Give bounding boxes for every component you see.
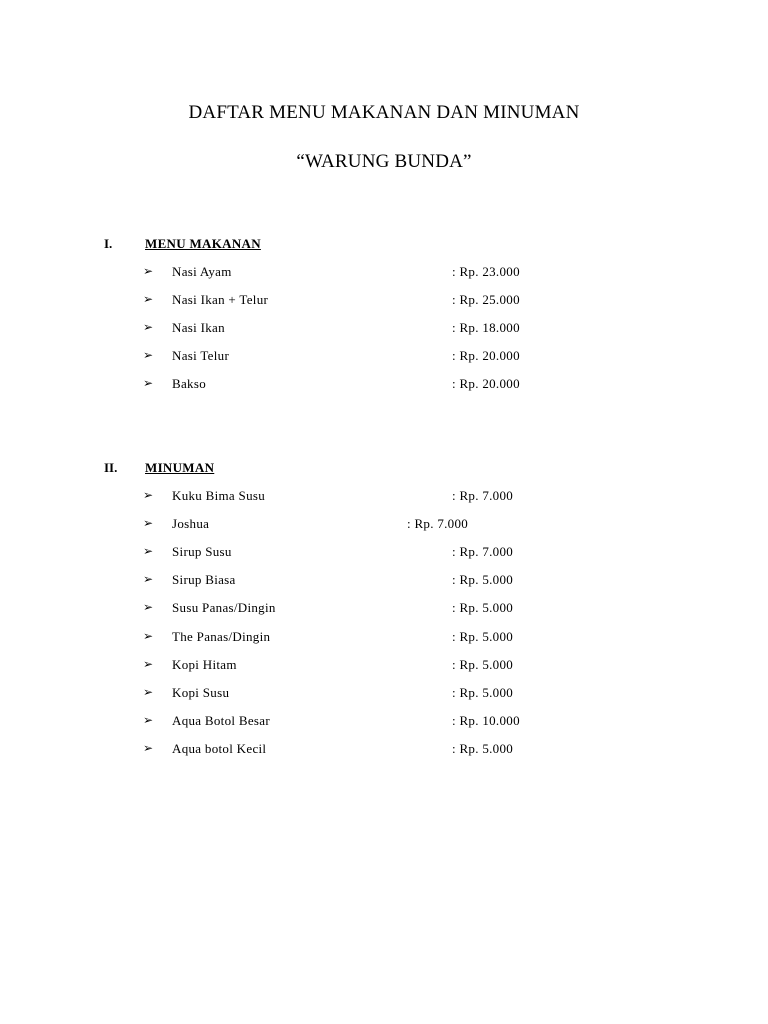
item-name: Nasi Ikan — [172, 320, 225, 335]
item-name: Joshua — [172, 516, 210, 531]
arrow-bullet-icon: ➢ — [143, 348, 154, 362]
item-name: Kuku Bima Susu — [172, 488, 266, 503]
arrow-bullet-icon: ➢ — [143, 685, 154, 699]
arrow-bullet-icon: ➢ — [143, 629, 154, 643]
item-price: : Rp. 7.000 — [452, 488, 514, 503]
arrow-bullet-icon: ➢ — [143, 488, 154, 502]
item-name: Susu Panas/Dingin — [172, 600, 276, 615]
list-item — [0, 263, 768, 281]
arrow-bullet-icon: ➢ — [143, 320, 154, 334]
item-price: : Rp. 5.000 — [452, 685, 514, 700]
item-name: Sirup Biasa — [172, 572, 236, 587]
arrow-bullet-icon: ➢ — [143, 741, 154, 755]
item-name: Bakso — [172, 376, 206, 391]
item-price: : Rp. 18.000 — [452, 320, 520, 335]
list-item — [0, 515, 768, 533]
item-name: Nasi Telur — [172, 348, 230, 363]
arrow-bullet-icon: ➢ — [143, 572, 154, 586]
list-item — [0, 656, 768, 674]
item-price: : Rp. 5.000 — [452, 657, 514, 672]
item-name: Aqua Botol Besar — [172, 713, 270, 728]
arrow-bullet-icon: ➢ — [143, 544, 154, 558]
item-price: : Rp. 10.000 — [452, 713, 520, 728]
list-item — [0, 628, 768, 646]
item-price: : Rp. 7.000 — [407, 516, 469, 531]
list-item — [0, 740, 768, 758]
list-item — [0, 712, 768, 730]
section-heading-makanan: MENU MAKANAN — [145, 236, 261, 251]
item-name: Kopi Susu — [172, 685, 230, 700]
page-title: DAFTAR MENU MAKANAN DAN MINUMAN — [188, 102, 580, 123]
item-price: : Rp. 20.000 — [452, 376, 520, 391]
item-price: : Rp. 5.000 — [452, 629, 514, 644]
arrow-bullet-icon: ➢ — [143, 657, 154, 671]
item-name: Sirup Susu — [172, 544, 232, 559]
item-name: The Panas/Dingin — [172, 629, 271, 644]
item-price: : Rp. 5.000 — [452, 600, 514, 615]
section-heading-minuman: MINUMAN — [145, 460, 215, 475]
item-name: Aqua botol Kecil — [172, 741, 267, 756]
arrow-bullet-icon: ➢ — [143, 264, 154, 278]
list-item — [0, 319, 768, 337]
item-name: Nasi Ayam — [172, 264, 232, 279]
list-item — [0, 599, 768, 617]
item-name: Nasi Ikan + Telur — [172, 292, 269, 307]
section-number-makanan: I. — [104, 236, 113, 251]
item-price: : Rp. 5.000 — [452, 741, 514, 756]
list-item — [0, 543, 768, 561]
list-item — [0, 684, 768, 702]
list-item — [0, 375, 768, 393]
list-item — [0, 291, 768, 309]
arrow-bullet-icon: ➢ — [143, 600, 154, 614]
item-price: : Rp. 25.000 — [452, 292, 520, 307]
item-name: Kopi Hitam — [172, 657, 237, 672]
section-number-minuman: II. — [104, 460, 118, 475]
list-item — [0, 571, 768, 589]
list-item — [0, 487, 768, 505]
list-item — [0, 347, 768, 365]
arrow-bullet-icon: ➢ — [143, 376, 154, 390]
item-price: : Rp. 23.000 — [452, 264, 520, 279]
arrow-bullet-icon: ➢ — [143, 516, 154, 530]
item-price: : Rp. 7.000 — [452, 544, 514, 559]
arrow-bullet-icon: ➢ — [143, 713, 154, 727]
page-subtitle: “WARUNG BUNDA” — [296, 151, 472, 172]
arrow-bullet-icon: ➢ — [143, 292, 154, 306]
item-price: : Rp. 5.000 — [452, 572, 514, 587]
item-price: : Rp. 20.000 — [452, 348, 520, 363]
